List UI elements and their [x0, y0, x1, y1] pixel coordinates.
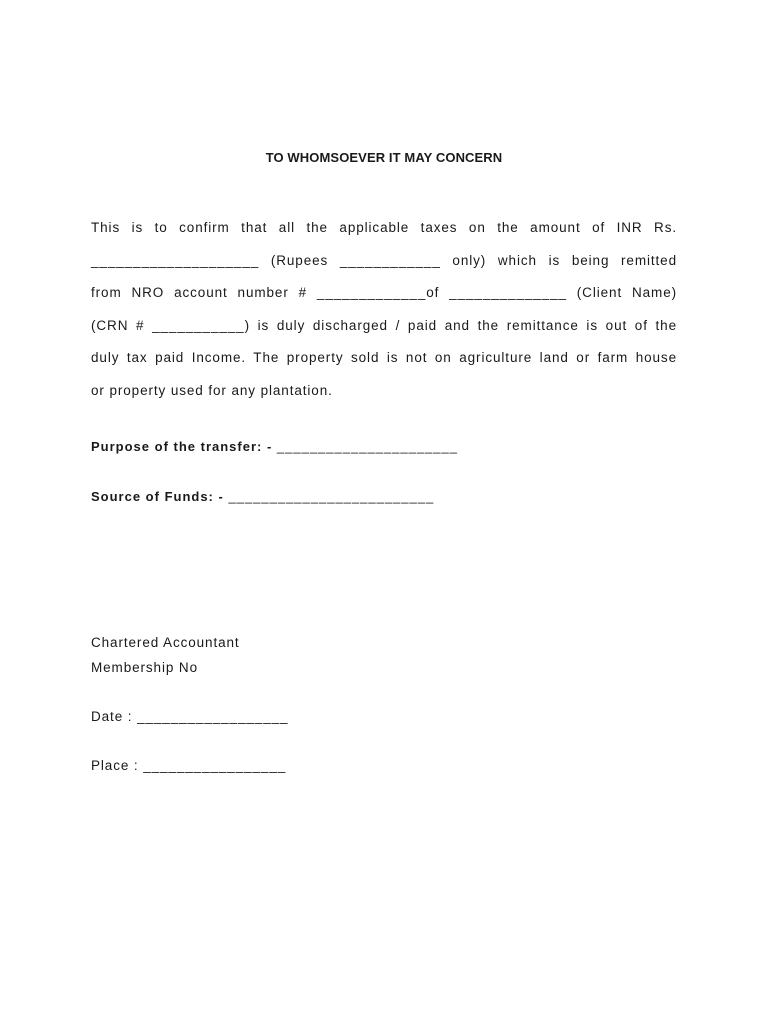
date-field: Date : __________________ — [91, 709, 289, 724]
paragraph-line: duly tax paid Income. The property sold is not on agriculture land or farm house — [91, 350, 677, 366]
source-of-funds — [91, 489, 434, 504]
paragraph-line: ____________________ (Rupees ____________ only) which is being remitted — [91, 252, 677, 268]
chartered-accountant-label: Chartered Accountant — [91, 635, 240, 650]
paragraph-line: This is to confirm that all the applicable taxes on the amount of INR Rs. — [91, 220, 677, 235]
source-label: Source of Funds: - — [91, 489, 224, 504]
paragraph-line: or property used for any plantation. — [91, 382, 333, 398]
source-blank: _________________________ — [223, 489, 435, 504]
place-field: Place : _________________ — [91, 758, 287, 773]
paragraph-line: from NRO account number # _____________of ______________ (Client Name) — [91, 285, 677, 301]
purpose-label: Purpose of the transfer: - — [91, 439, 273, 454]
confirmation-paragraph — [91, 216, 677, 412]
membership-number-label: Membership No — [91, 660, 198, 675]
purpose-of-transfer — [91, 439, 458, 454]
paragraph-line: (CRN # ___________) is duly discharged / paid and the remittance is out of the — [91, 317, 677, 333]
purpose-blank: ______________________ — [272, 439, 458, 454]
document-title: TO WHOMSOEVER IT MAY CONCERN — [265, 150, 503, 165]
